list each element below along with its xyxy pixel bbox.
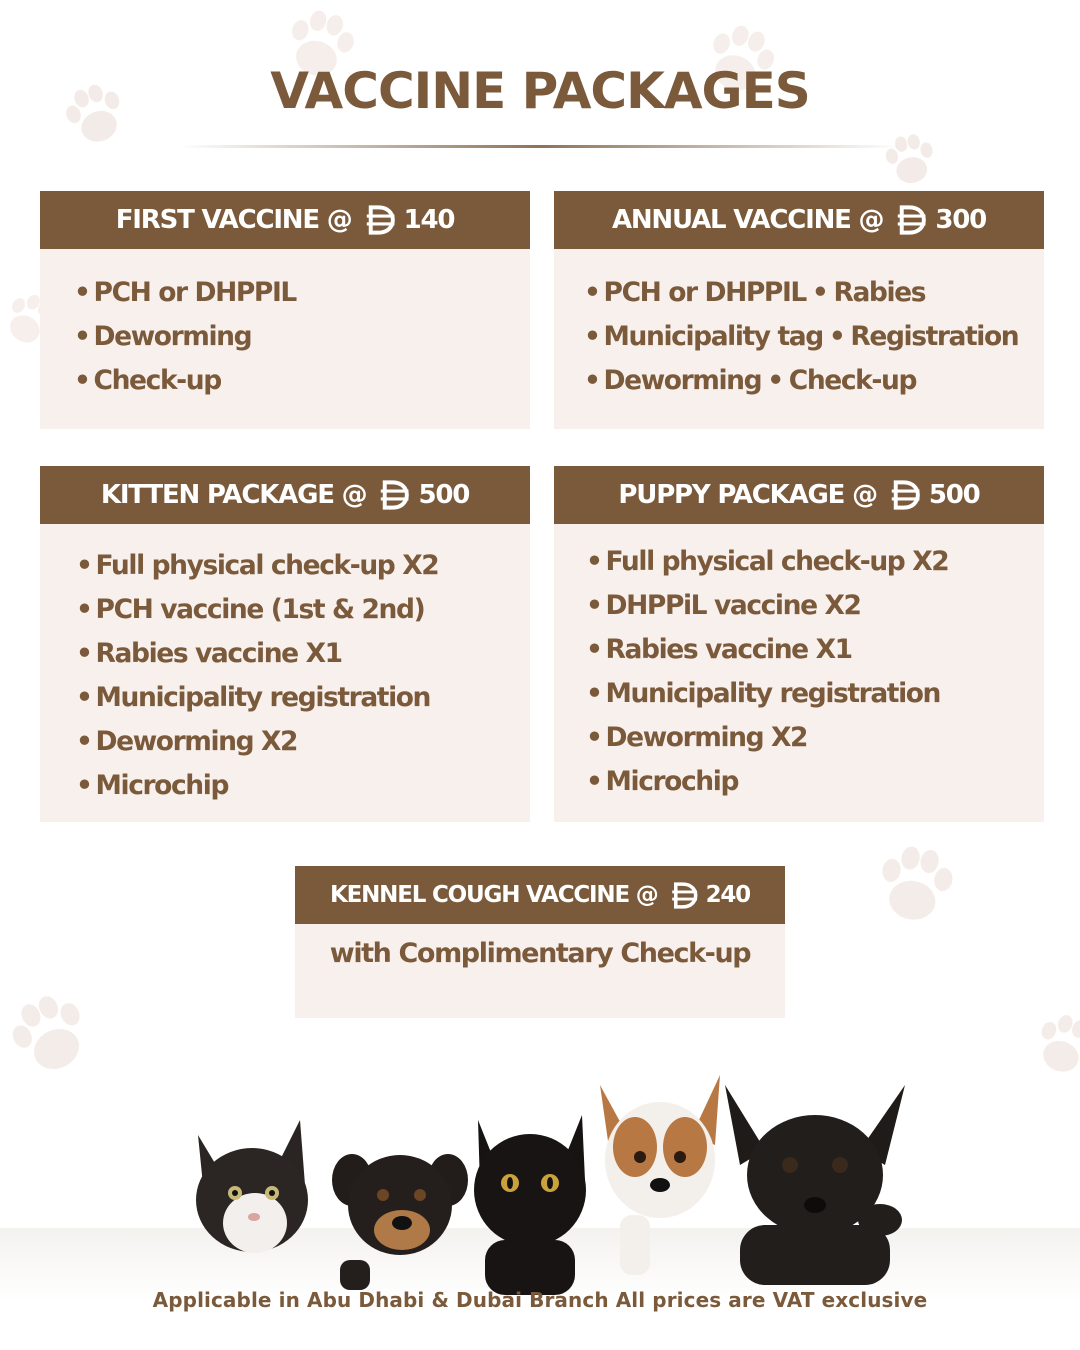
kitten-package-card — [40, 466, 530, 822]
list-item: • Deworming — [74, 321, 252, 352]
card-header — [295, 866, 785, 924]
list-item: • Deworming • Check-up — [584, 365, 917, 396]
package-name: FIRST VACCINE @ — [115, 205, 352, 235]
package-price: 500 — [418, 480, 470, 510]
list-item: • Full physical check-up X2 — [586, 546, 949, 577]
package-name: ANNUAL VACCINE @ — [611, 205, 884, 235]
kennel-subtitle: with Complimentary Check-up — [329, 938, 751, 969]
list-item: • DHPPiL vaccine X2 — [586, 590, 861, 621]
puppy-illustration — [725, 1085, 905, 1285]
list-item: • Microchip — [76, 770, 229, 801]
package-price: 500 — [928, 480, 980, 510]
package-price: 140 — [403, 205, 455, 235]
list-item: • Municipality registration — [76, 682, 431, 713]
title-divider — [180, 145, 900, 148]
dirham-icon — [378, 480, 412, 510]
package-item-list — [76, 544, 522, 808]
kitten-illustration — [474, 1115, 586, 1295]
card-header — [554, 466, 1044, 524]
puppy-illustration — [600, 1075, 720, 1275]
dirham-icon — [364, 205, 398, 235]
card-header — [40, 466, 530, 524]
card-header — [40, 191, 530, 249]
kitten-illustration — [196, 1120, 308, 1253]
package-item-list — [584, 271, 1036, 403]
puppy-package-card — [554, 466, 1044, 822]
kennel-cough-card — [295, 866, 785, 1018]
package-price: 240 — [705, 882, 750, 908]
package-item-list — [74, 271, 522, 403]
list-item: • PCH or DHPPIL • Rabies — [584, 277, 926, 308]
list-item: • PCH vaccine (1st & 2nd) — [76, 594, 425, 625]
package-item-list — [586, 540, 1036, 804]
page-title: VACCINE PACKAGES — [270, 62, 810, 120]
paw-print-icon — [5, 990, 95, 1080]
package-price: 300 — [935, 205, 987, 235]
paw-print-icon — [1030, 1010, 1080, 1080]
dirham-icon — [889, 480, 923, 510]
card-header — [554, 191, 1044, 249]
list-item: • Microchip — [586, 766, 739, 797]
pets-illustration — [180, 1065, 920, 1295]
annual-vaccine-card — [554, 191, 1044, 429]
list-item: • Deworming X2 — [76, 726, 298, 757]
list-item: • Check-up — [74, 365, 221, 396]
first-vaccine-card — [40, 191, 530, 429]
dirham-icon — [895, 205, 929, 235]
package-name: PUPPY PACKAGE @ — [618, 480, 877, 510]
puppy-illustration — [332, 1154, 468, 1290]
list-item: • Deworming X2 — [586, 722, 808, 753]
paw-print-icon — [870, 840, 960, 930]
paw-print-icon — [880, 130, 940, 190]
package-name: KITTEN PACKAGE @ — [100, 480, 367, 510]
list-item: • PCH or DHPPIL — [74, 277, 296, 308]
dirham-icon — [670, 882, 700, 909]
list-item: • Full physical check-up X2 — [76, 550, 439, 581]
list-item: • Municipality registration — [586, 678, 941, 709]
footer-note: Applicable in Abu Dhabi & Dubai Branch All prices are VAT exclusive — [152, 1288, 928, 1312]
list-item: • Rabies vaccine X1 — [586, 634, 852, 665]
list-item: • Rabies vaccine X1 — [76, 638, 342, 669]
package-name: KENNEL COUGH VACCINE @ — [330, 882, 658, 908]
list-item: • Municipality tag • Registration — [584, 321, 1019, 352]
